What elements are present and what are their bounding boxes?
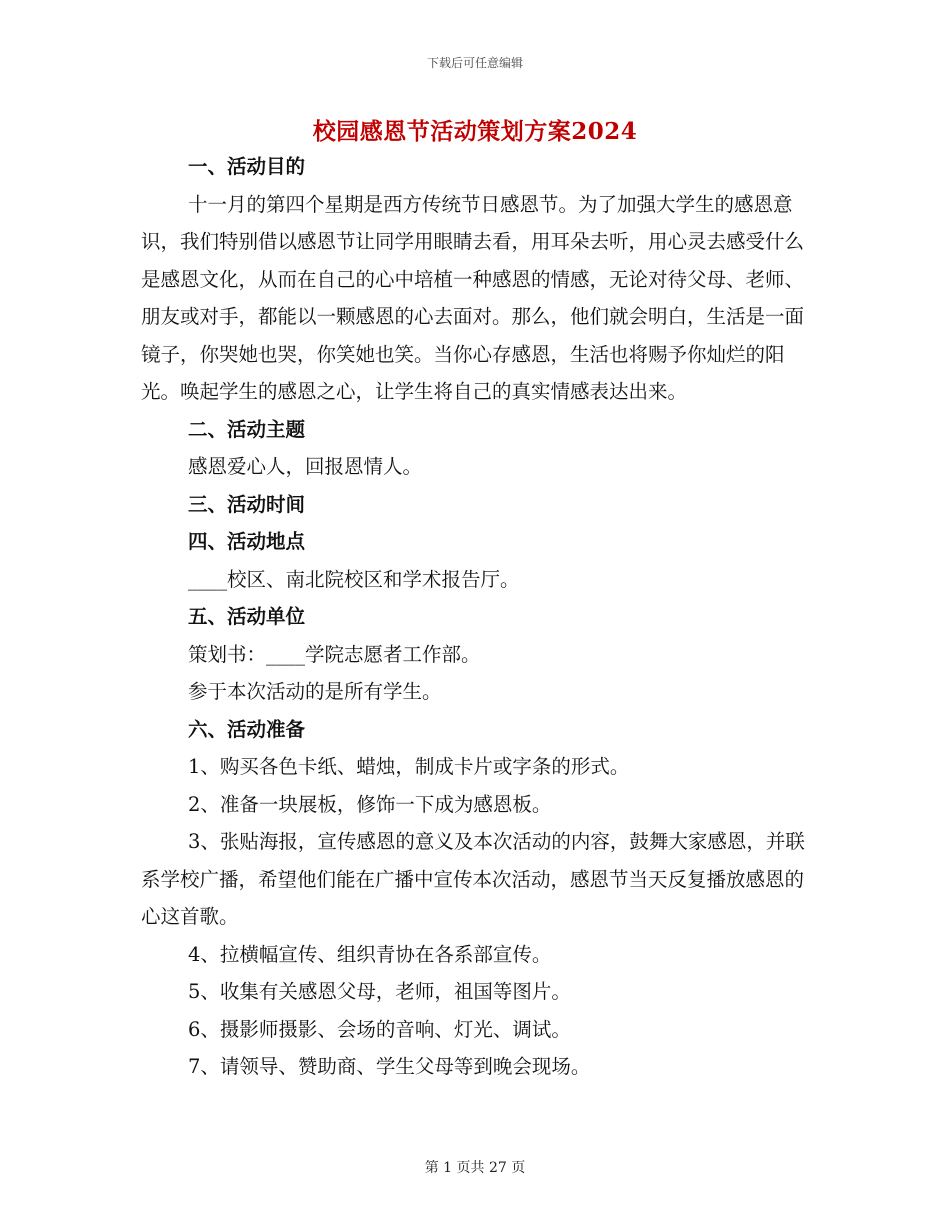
location-paragraph: ____校区、南北院校区和学术报告厅。 [188,567,520,591]
page-number: 第 1 页共 27 页 [424,1160,526,1176]
list-item: 6、摄影师摄影、会场的音响、灯光、调试。 [188,1017,571,1041]
section-heading-time: 三、活动时间 [188,492,306,516]
list-item: 5、收集有关感恩父母，老师，祖国等图片。 [188,980,571,1003]
header-note: 下载后可任意编辑 [426,56,523,70]
section-heading-purpose: 一、活动目的 [188,155,306,178]
theme-paragraph: 感恩爱心人，回报恩情人。 [188,455,423,478]
section-heading-organizer: 五、活动单位 [188,605,306,628]
section-heading-preparation: 六、活动准备 [188,717,306,741]
section-heading-theme: 二、活动主题 [188,417,306,441]
list-item: 1、购买各色卡纸、蜡烛，制成卡片或字条的形式。 [188,755,630,778]
document-title: 校园感恩节活动策划方案2024 [312,118,638,145]
organizer-paragraph: 策划书：____学院志愿者工作部。 [188,642,481,666]
list-item: 3、张贴海报，宣传感恩的意义及本次活动的内容，鼓舞大家感恩，并联系学校广播，希望他们能在广播中宣传本次活动，感恩节当天反复播放感恩的心这首歌。 [141,830,805,928]
participants-paragraph: 参于本次活动的是所有学生。 [188,680,442,703]
section-heading-location: 四、活动地点 [188,530,306,553]
purpose-paragraph: 十一月的第四个星期是西方传统节日感恩节。为了加强大学生的感恩意识，我们特别借以感恩节让同学用眼睛去看，用耳朵去听，用心灵去感受什么是感恩文化，从而在自己的心中培植一种感恩的情感，无论对待父母、老师、朋友或对手，都能以一颗感恩的心去面对。那么，他们就会明白，生活是一面镜子，你哭她也哭，你笑她也笑。当你心存感恩，生活也将赐予你灿烂的阳光。唤起学生的感恩之心，让学生将自己的真实情感表达出来。 [141,192,805,403]
list-item: 4、拉横幅宣传、组织青协在各系部宣传。 [188,942,552,966]
list-item: 7、请领导、赞助商、学生父母等到晚会现场。 [188,1055,591,1078]
list-item: 2、准备一块展板，修饰一下成为感恩板。 [188,792,552,816]
document-body [141,148,809,1086]
